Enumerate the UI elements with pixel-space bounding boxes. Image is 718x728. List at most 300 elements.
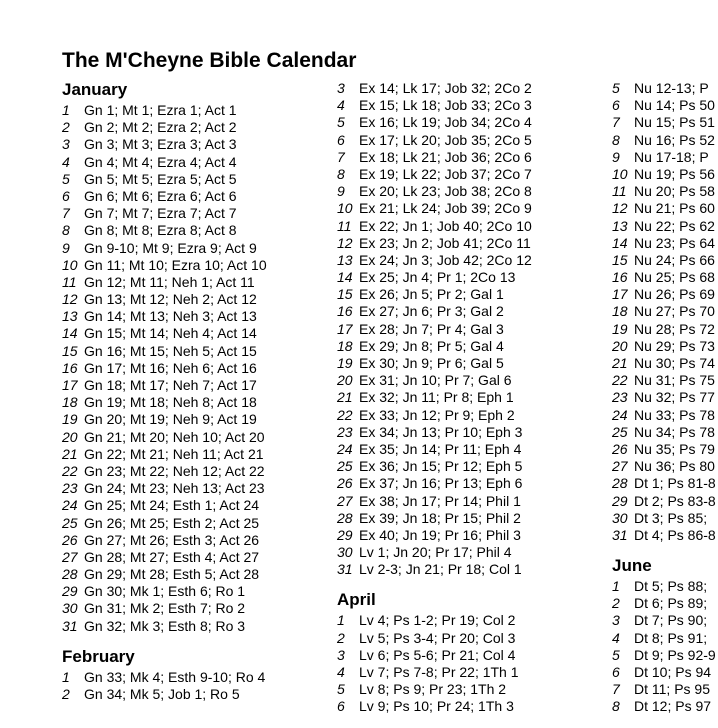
day-number: 16 (612, 269, 628, 286)
reading-entry (62, 618, 267, 635)
reading-entry (612, 269, 716, 286)
reading-references: Ex 28; Jn 7; Pr 4; Gal 3 (359, 320, 504, 337)
reading-entry (337, 424, 532, 441)
reading-entry (337, 355, 532, 372)
reading-entry (612, 681, 716, 698)
month-section (62, 647, 267, 703)
reading-entry (612, 132, 716, 149)
reading-references: Gn 23; Mt 22; Neh 12; Act 22 (84, 462, 265, 479)
reading-references: Ex 17; Lk 20; Job 35; 2Co 5 (359, 131, 532, 148)
day-number: 10 (612, 165, 628, 182)
day-number: 28 (337, 509, 353, 526)
reading-references: Ex 31; Jn 10; Pr 7; Gal 6 (359, 372, 512, 389)
reading-references: Nu 33; Ps 78 (634, 406, 715, 423)
reading-entry (612, 458, 716, 475)
day-number: 14 (62, 325, 78, 342)
reading-references: Gn 19; Mt 18; Neh 8; Act 18 (84, 394, 257, 411)
day-number: 7 (612, 681, 620, 698)
reading-entry (337, 664, 532, 681)
reading-entry (612, 303, 716, 320)
day-number: 6 (612, 97, 620, 114)
reading-list (62, 102, 267, 635)
reading-entry (337, 200, 532, 217)
day-number: 16 (337, 303, 353, 320)
reading-entry (612, 389, 716, 406)
reading-entry (337, 372, 532, 389)
day-number: 2 (612, 595, 620, 612)
reading-entry (612, 441, 716, 458)
reading-list (337, 612, 532, 715)
reading-entry (62, 480, 267, 497)
reading-entry (612, 355, 716, 372)
reading-entry (62, 205, 267, 222)
reading-entry (62, 308, 267, 325)
reading-references: Nu 26; Ps 69 (634, 286, 715, 303)
day-number: 18 (612, 303, 628, 320)
reading-references: Gn 5; Mt 5; Ezra 5; Act 5 (84, 170, 237, 187)
day-number: 12 (62, 291, 78, 308)
day-number: 12 (337, 234, 353, 251)
reading-references: Gn 9-10; Mt 9; Ezra 9; Act 9 (84, 239, 257, 256)
reading-entry (62, 566, 267, 583)
day-number: 17 (612, 286, 628, 303)
reading-entry (62, 669, 267, 686)
reading-entry (612, 664, 716, 681)
month-title: June (612, 556, 652, 576)
reading-entry (62, 291, 267, 308)
reading-entry (612, 595, 716, 612)
day-number: 4 (337, 664, 345, 680)
day-number: 20 (62, 428, 78, 445)
reading-entry (612, 630, 716, 647)
calendar-column-3 (612, 80, 716, 728)
reading-references: Dt 7; Ps 90; (634, 612, 708, 629)
reading-references: Nu 19; Ps 56 (634, 165, 715, 182)
reading-entry (62, 257, 267, 274)
reading-entry (612, 372, 716, 389)
day-number: 2 (62, 119, 70, 136)
reading-entry (62, 343, 267, 360)
day-number: 25 (337, 458, 353, 475)
day-number: 17 (62, 377, 78, 393)
month-section (612, 556, 716, 716)
reading-entry (337, 493, 532, 510)
day-number: 31 (62, 617, 78, 634)
reading-references: Nu 20; Ps 58 (634, 183, 715, 200)
day-number: 1 (337, 612, 345, 629)
reading-list (612, 578, 716, 716)
reading-entry (612, 407, 716, 424)
reading-entry (62, 446, 267, 463)
reading-entry (62, 463, 267, 480)
reading-references: Ex 35; Jn 14; Pr 11; Eph 4 (359, 440, 522, 457)
day-number: 11 (612, 183, 627, 200)
day-number: 5 (62, 170, 70, 187)
day-number: 31 (612, 526, 628, 543)
reading-references: Gn 4; Mt 4; Ezra 4; Act 4 (84, 153, 237, 170)
day-number: 29 (62, 583, 78, 600)
reading-references: Gn 18; Mt 17; Neh 7; Act 17 (84, 377, 257, 393)
reading-entry (337, 612, 532, 629)
reading-entry (337, 252, 532, 269)
reading-entry (612, 166, 716, 183)
day-number: 18 (337, 337, 353, 354)
day-number: 3 (612, 612, 620, 629)
reading-entry (62, 171, 267, 188)
day-number: 8 (612, 131, 620, 148)
day-number: 13 (612, 217, 628, 234)
day-number: 3 (62, 136, 70, 153)
reading-entry (612, 183, 716, 200)
day-number: 8 (612, 698, 620, 715)
reading-references: Gn 12; Mt 11; Neh 1; Act 11 (84, 273, 255, 290)
calendar-column-1 (62, 80, 267, 715)
day-number: 29 (612, 492, 628, 509)
day-number: 25 (612, 423, 628, 440)
day-number: 6 (612, 664, 620, 680)
reading-entry (62, 240, 267, 257)
day-number: 31 (337, 561, 353, 578)
reading-entry (62, 119, 267, 136)
reading-entry (612, 647, 716, 664)
reading-entry (62, 532, 267, 549)
day-number: 23 (612, 389, 628, 406)
reading-entry (62, 154, 267, 171)
reading-references: Nu 35; Ps 79 (634, 440, 715, 457)
reading-entry (612, 200, 716, 217)
reading-references: Lv 9; Ps 10; Pr 24; 1Th 3 (359, 698, 514, 715)
reading-entry (62, 549, 267, 566)
day-number: 7 (62, 205, 70, 222)
day-number: 21 (62, 445, 78, 462)
reading-entry (612, 235, 716, 252)
day-number: 27 (62, 548, 78, 565)
reading-entry (612, 80, 716, 97)
reading-references: Gn 27; Mt 26; Esth 3; Act 26 (84, 531, 260, 548)
reading-references: Dt 9; Ps 92-9 (634, 646, 716, 663)
reading-references: Ex 40; Jn 19; Pr 16; Phil 3 (359, 526, 521, 543)
day-number: 19 (62, 411, 78, 428)
reading-entry (337, 441, 532, 458)
reading-entry (337, 80, 532, 97)
reading-references: Nu 36; Ps 80 (634, 458, 715, 475)
day-number: 26 (612, 440, 628, 457)
day-number: 17 (337, 320, 353, 337)
reading-references: Ex 33; Jn 12; Pr 9; Eph 2 (359, 406, 515, 423)
reading-references: Gn 2; Mt 2; Ezra 2; Act 2 (84, 119, 237, 136)
reading-entry (337, 303, 532, 320)
reading-references: Ex 34; Jn 13; Pr 10; Eph 3 (359, 423, 523, 440)
reading-references: Dt 1; Ps 81-8 (634, 475, 716, 492)
reading-references: Lv 2-3; Jn 21; Pr 18; Col 1 (359, 561, 522, 578)
day-number: 14 (612, 234, 628, 251)
reading-entry (612, 286, 716, 303)
day-number: 19 (337, 355, 353, 371)
reading-list (337, 80, 532, 578)
day-number: 28 (612, 475, 628, 492)
day-number: 16 (62, 359, 78, 376)
reading-entry (337, 149, 532, 166)
reading-references: Gn 22; Mt 21; Neh 11; Act 21 (84, 445, 264, 462)
reading-references: Ex 23; Jn 2; Job 41; 2Co 11 (359, 234, 531, 251)
reading-entry (612, 149, 716, 166)
reading-references: Ex 22; Jn 1; Job 40; 2Co 10 (359, 217, 532, 234)
day-number: 4 (337, 97, 345, 114)
reading-references: Dt 5; Ps 88; (634, 578, 708, 595)
reading-references: Gn 20; Mt 19; Neh 9; Act 19 (84, 411, 257, 428)
reading-references: Lv 7; Ps 7-8; Pr 22; 1Th 1 (359, 664, 519, 680)
reading-entry (337, 97, 532, 114)
reading-entry (337, 475, 532, 492)
day-number: 30 (62, 600, 78, 617)
day-number: 23 (62, 480, 78, 497)
reading-entry (612, 252, 716, 269)
calendar-column-2 (337, 80, 532, 728)
reading-entry (612, 612, 716, 629)
reading-references: Nu 27; Ps 70 (634, 303, 715, 320)
reading-entry (62, 429, 267, 446)
day-number: 20 (337, 372, 353, 389)
reading-references: Dt 8; Ps 91; (634, 629, 708, 646)
reading-entry (612, 510, 716, 527)
reading-references: Nu 12-13; P (634, 80, 709, 96)
reading-references: Dt 12; Ps 97 (634, 698, 712, 715)
reading-references: Gn 21; Mt 20; Neh 10; Act 20 (84, 428, 265, 445)
reading-references: Gn 17; Mt 16; Neh 6; Act 16 (84, 359, 257, 376)
reading-entry (612, 527, 716, 544)
day-number: 22 (337, 406, 353, 423)
day-number: 20 (612, 337, 628, 354)
reading-references: Gn 31; Mk 2; Esth 7; Ro 2 (84, 600, 246, 617)
day-number: 23 (337, 423, 353, 440)
page-title: The M'Cheyne Bible Calendar (62, 49, 357, 72)
month-section (337, 80, 532, 578)
reading-references: Ex 32; Jn 11; Pr 8; Eph 1 (359, 389, 514, 406)
reading-entry (62, 497, 267, 514)
day-number: 19 (612, 320, 628, 337)
reading-references: Gn 16; Mt 15; Neh 5; Act 15 (84, 342, 257, 359)
day-number: 7 (337, 148, 345, 165)
reading-entry (612, 321, 716, 338)
day-number: 15 (612, 251, 628, 268)
reading-references: Nu 15; Ps 51 (634, 114, 715, 131)
day-number: 2 (62, 686, 70, 702)
day-number: 2 (337, 629, 345, 646)
reading-references: Lv 6; Ps 5-6; Pr 21; Col 4 (359, 646, 516, 663)
reading-references: Nu 22; Ps 62 (634, 217, 715, 234)
reading-references: Ex 21; Lk 24; Job 39; 2Co 9 (359, 200, 532, 217)
reading-entry (337, 235, 532, 252)
day-number: 24 (62, 497, 78, 514)
day-number: 6 (62, 187, 70, 204)
day-number: 13 (62, 308, 78, 325)
reading-references: Ex 26; Jn 5; Pr 2; Gal 1 (359, 286, 504, 303)
day-number: 15 (337, 286, 353, 303)
day-number: 24 (612, 406, 628, 423)
reading-references: Gn 30; Mk 1; Esth 6; Ro 1 (84, 583, 246, 600)
reading-entry (62, 600, 267, 617)
reading-references: Nu 14; Ps 50 (634, 97, 715, 114)
reading-references: Ex 19; Lk 22; Job 37; 2Co 7 (359, 165, 532, 182)
reading-entry (62, 188, 267, 205)
reading-entry (62, 274, 267, 291)
reading-references: Ex 38; Jn 17; Pr 14; Phil 1 (359, 492, 521, 509)
day-number: 6 (337, 131, 345, 148)
reading-references: Ex 24; Jn 3; Job 42; 2Co 12 (359, 251, 532, 268)
day-number: 1 (612, 578, 620, 595)
day-number: 5 (612, 646, 620, 663)
day-number: 1 (62, 668, 70, 685)
reading-entry (337, 183, 532, 200)
reading-references: Ex 39; Jn 18; Pr 15; Phil 2 (359, 509, 521, 526)
reading-references: Gn 25; Mt 24; Esth 1; Act 24 (84, 497, 260, 514)
reading-entry (612, 218, 716, 235)
reading-references: Ex 14; Lk 17; Job 32; 2Co 2 (359, 80, 532, 96)
reading-references: Nu 24; Ps 66 (634, 251, 715, 268)
day-number: 1 (62, 102, 70, 118)
month-title: February (62, 646, 135, 666)
day-number: 21 (612, 355, 628, 371)
reading-references: Gn 33; Mk 4; Esth 9-10; Ro 4 (84, 668, 266, 685)
month-section (62, 80, 267, 635)
day-number: 3 (337, 646, 345, 663)
reading-references: Gn 1; Mt 1; Ezra 1; Act 1 (84, 102, 237, 118)
reading-entry (337, 321, 532, 338)
reading-entry (337, 527, 532, 544)
day-number: 9 (612, 148, 620, 165)
reading-entry (62, 222, 267, 239)
reading-entry (62, 102, 267, 119)
day-number: 14 (337, 269, 353, 286)
reading-entry (337, 407, 532, 424)
reading-references: Ex 37; Jn 16; Pr 13; Eph 6 (359, 475, 523, 492)
day-number: 9 (62, 239, 70, 256)
day-number: 4 (62, 153, 70, 170)
reading-references: Ex 29; Jn 8; Pr 5; Gal 4 (359, 337, 504, 354)
reading-references: Ex 25; Jn 4; Pr 1; 2Co 13 (359, 269, 516, 286)
reading-references: Nu 17-18; P (634, 148, 709, 165)
reading-entry (612, 698, 716, 715)
reading-references: Nu 31; Ps 75 (634, 372, 715, 389)
month-title: April (337, 590, 376, 610)
day-number: 5 (337, 114, 345, 131)
reading-references: Ex 15; Lk 18; Job 33; 2Co 3 (359, 97, 532, 114)
reading-references: Lv 5; Ps 3-4; Pr 20; Col 3 (359, 629, 516, 646)
reading-entry (62, 411, 267, 428)
month-title: January (62, 80, 128, 99)
reading-references: Gn 29; Mt 28; Esth 5; Act 28 (84, 566, 260, 583)
month-section (612, 80, 716, 544)
reading-references: Nu 30; Ps 74 (634, 355, 715, 371)
reading-entry (337, 389, 532, 406)
day-number: 11 (62, 273, 77, 290)
day-number: 5 (337, 681, 345, 698)
reading-references: Lv 8; Ps 9; Pr 23; 1Th 2 (359, 681, 507, 698)
day-number: 27 (337, 492, 353, 509)
day-number: 5 (612, 80, 620, 96)
reading-entry (612, 424, 716, 441)
day-number: 3 (337, 80, 345, 96)
reading-references: Dt 11; Ps 95 (634, 681, 711, 698)
reading-entry (62, 377, 267, 394)
reading-references: Nu 29; Ps 73 (634, 337, 715, 354)
reading-entry (337, 132, 532, 149)
reading-references: Ex 36; Jn 15; Pr 12; Eph 5 (359, 458, 523, 475)
reading-references: Dt 6; Ps 89; (634, 595, 708, 612)
month-section (337, 590, 532, 715)
reading-references: Ex 16; Lk 19; Job 34; 2Co 4 (359, 114, 532, 131)
day-number: 9 (337, 183, 345, 200)
reading-references: Gn 8; Mt 8; Ezra 8; Act 8 (84, 222, 237, 239)
reading-references: Gn 26; Mt 25; Esth 2; Act 25 (84, 514, 260, 531)
day-number: 6 (337, 698, 345, 715)
reading-references: Gn 28; Mt 27; Esth 4; Act 27 (84, 548, 260, 565)
day-number: 24 (337, 440, 353, 457)
day-number: 26 (62, 531, 78, 548)
day-number: 25 (62, 514, 78, 531)
reading-entry (337, 114, 532, 131)
reading-entry (62, 394, 267, 411)
day-number: 8 (62, 222, 70, 239)
reading-references: Ex 30; Jn 9; Pr 6; Gal 5 (359, 355, 504, 371)
day-number: 29 (337, 526, 353, 543)
day-number: 15 (62, 342, 78, 359)
reading-references: Gn 11; Mt 10; Ezra 10; Act 10 (84, 256, 267, 273)
reading-references: Dt 2; Ps 83-8 (634, 492, 716, 509)
reading-references: Gn 14; Mt 13; Neh 3; Act 13 (84, 308, 257, 325)
reading-references: Ex 20; Lk 23; Job 38; 2Co 8 (359, 183, 532, 200)
reading-references: Lv 1; Jn 20; Pr 17; Phil 4 (359, 544, 512, 561)
reading-list (62, 669, 267, 703)
day-number: 18 (62, 394, 78, 411)
day-number: 27 (612, 458, 628, 475)
day-number: 22 (612, 372, 628, 389)
reading-entry (62, 515, 267, 532)
reading-entry (62, 325, 267, 342)
reading-references: Nu 28; Ps 72 (634, 320, 715, 337)
day-number: 13 (337, 251, 353, 268)
reading-entry (337, 630, 532, 647)
reading-entry (337, 698, 532, 715)
day-number: 11 (337, 217, 352, 234)
reading-entry (337, 458, 532, 475)
reading-entry (62, 686, 267, 703)
reading-entry (337, 544, 532, 561)
day-number: 26 (337, 475, 353, 492)
day-number: 12 (612, 200, 628, 217)
reading-references: Ex 27; Jn 6; Pr 3; Gal 2 (359, 303, 504, 320)
reading-references: Gn 24; Mt 23; Neh 13; Act 23 (84, 480, 265, 497)
day-number: 4 (612, 629, 620, 646)
reading-entry (62, 583, 267, 600)
reading-references: Gn 6; Mt 6; Ezra 6; Act 6 (84, 187, 237, 204)
reading-entry (337, 269, 532, 286)
reading-references: Dt 10; Ps 94 (634, 664, 712, 680)
reading-entry (337, 166, 532, 183)
reading-entry (337, 218, 532, 235)
reading-references: Nu 21; Ps 60 (634, 200, 715, 217)
reading-entry (612, 578, 716, 595)
reading-references: Dt 4; Ps 86-8 (634, 526, 716, 543)
reading-entry (612, 493, 716, 510)
reading-entry (612, 114, 716, 131)
reading-entry (337, 681, 532, 698)
reading-entry (62, 360, 267, 377)
reading-entry (337, 286, 532, 303)
reading-references: Ex 18; Lk 21; Job 36; 2Co 6 (359, 148, 532, 165)
reading-entry (62, 136, 267, 153)
day-number: 28 (62, 566, 78, 583)
